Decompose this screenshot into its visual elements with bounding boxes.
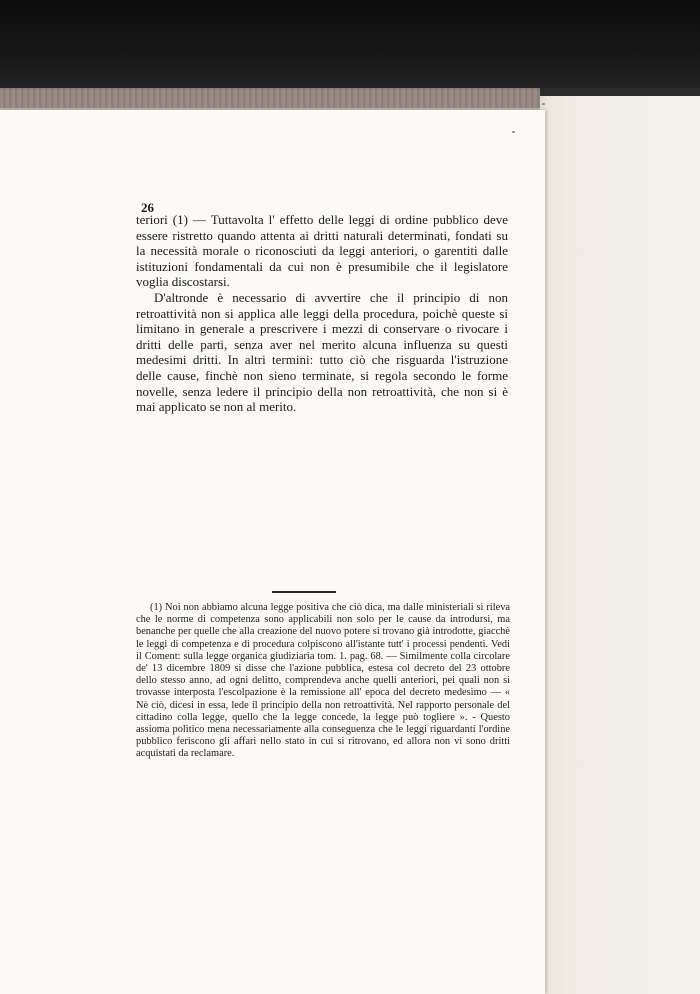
paper-speck: [512, 131, 515, 133]
main-text: [136, 212, 508, 415]
footnote-divider: [272, 591, 336, 593]
facing-page-edge: [540, 96, 700, 994]
page-number: 26: [141, 200, 154, 215]
paragraph-2: D'altronde è necessario di avvertire che il principio di non retroattività non si applica alle leggi della procedura, poichè queste si limitano in generale a prescrivere i mezzi di conservare o rivocare i dritti delle parti, senza aver nel merito alcuna influenza su questi medesimi dritti. In altri termini: tutto ciò che risguarda l'istruzione delle cause, finchè non sieno terminate, si regola secondo le forme novelle, senza ledere il principio della non retroattività, che non si è mai applicato se non al merito.: [136, 289, 508, 415]
paper-speck: [542, 103, 545, 105]
footnote: [136, 602, 510, 761]
footnote-text: (1) Noi non abbiamo alcuna legge positiva che ciò dica, ma dalle ministeriali si rileva che le norme di competenza sono applicabili non solo per le cause da introdursi, ma benanche per quelle che alla creazione del nuovo potere si trovano già introdotte, giacchè le leggi di competenza e di procedura colpiscono all'istante tutt' i processi pendenti. Vedi il Coment: sulla legge organica giudiziaria tom. 1. pag. 68. — Similmente colla circolare de' 13 dicembre 1809 si disse che l'azione pubblica, estesa col decreto del 23 ottobre dello stesso anno, ad ogni delitto, comprendeva anche quelli anteriori, pei quali non si trovasse interposta l'escolpazione è la remissione all' epoca del decreto medesimo — « Nè ciò, dicesi in essa, lede il principio della non retroattività. Nel rapporto personale del cittadino colla legge, quello che la legge concede, la legge può togliere ». - Questo assioma politico mena necessariamente alla conseguenza che le leggi riguardanti l'ordine pubblico feriscono gli affari nello stato in cui si ritrovano, ed allora non vi sono dritti acquistati da reclamare.: [136, 602, 510, 760]
paragraph-1: teriori (1) — Tuttavolta l' effetto delle leggi di ordine pubblico deve essere ristretto quando attenta ai dritti naturali determinati, fondati su la necessità morale o riconosciuti da leggi anteriori, o garentiti dalle istituzioni fondamentali da cui non è presumibile che il legislatore voglia discostarsi.: [136, 212, 508, 290]
dark-background: [0, 0, 700, 90]
